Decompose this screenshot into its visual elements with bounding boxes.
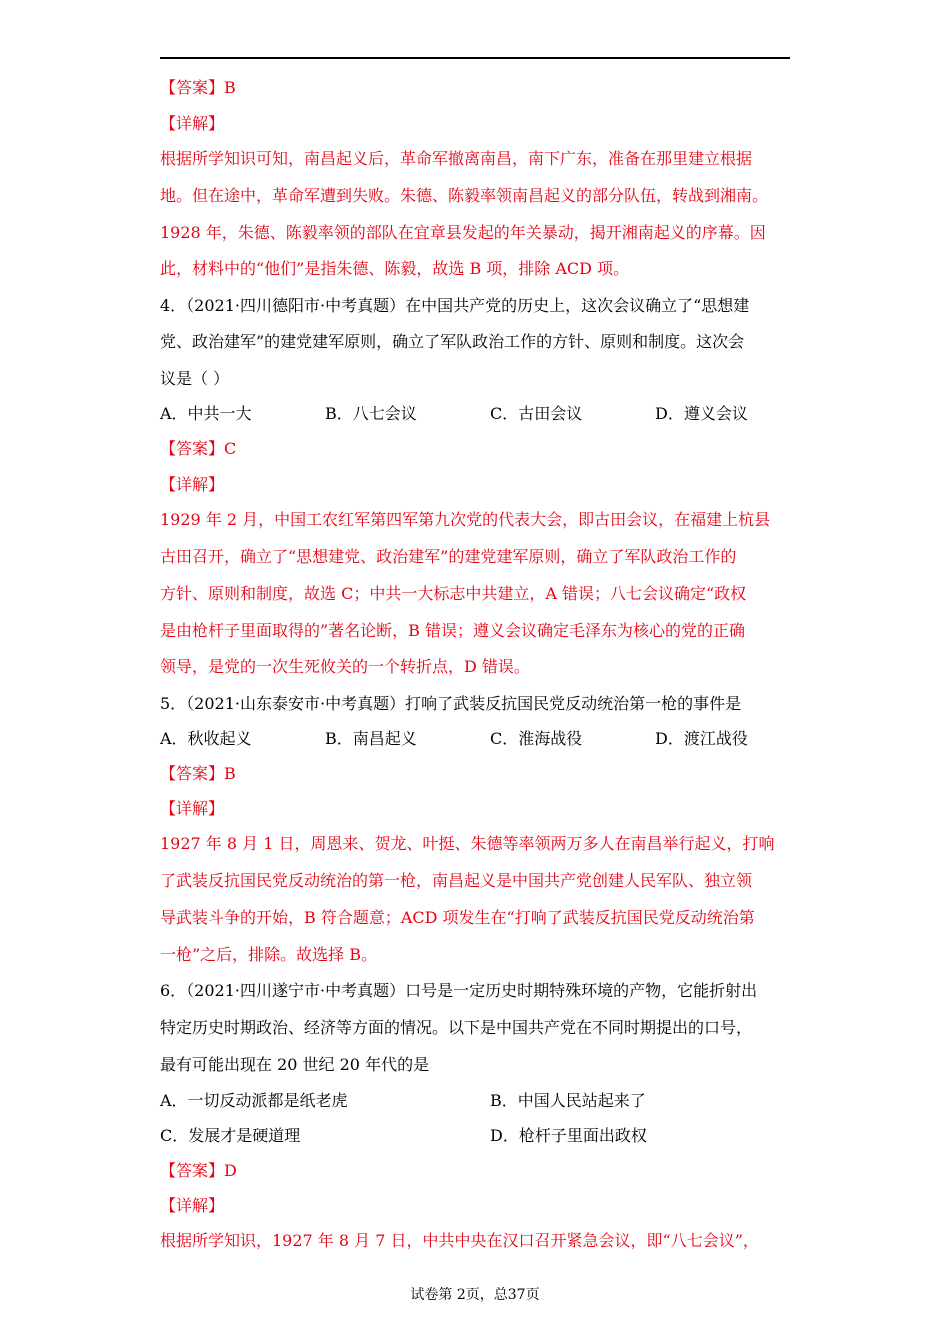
answer-tag: 【答案】	[160, 1161, 225, 1180]
answer-value: B	[224, 78, 236, 97]
q5-option-a: A．秋收起义	[160, 729, 252, 748]
answer-tag: 【答案】	[160, 439, 225, 458]
detail-tag: 【详解】	[160, 799, 225, 818]
answer-line	[160, 764, 800, 784]
question-4-text: 议是（ ）	[160, 369, 230, 388]
q6-option-c: C．发展才是硬道理	[160, 1126, 301, 1145]
detail-text: 此，材料中的“他们”是指朱德、陈毅，故选 B 项，排除 ACD 项。	[160, 259, 630, 278]
q5-option-c: C．淮海战役	[490, 729, 583, 748]
answer-line	[160, 78, 800, 98]
detail-text: 了武装反抗国民党反动统治的第一枪，南昌起义是中国共产党创建人民军队、独立领	[160, 871, 753, 890]
question-4-text: 党、政治建军”的建党建军原则，确立了军队政治工作的方针、原则和制度。这次会	[160, 332, 745, 351]
detail-text: 一枪”之后，排除。故选择 B。	[160, 945, 378, 964]
q6-option-d: D．枪杆子里面出政权	[490, 1126, 647, 1145]
detail-text: 地。但在途中，革命军遭到失败。朱德、陈毅率领南昌起义的部分队伍，转战到湘南。	[160, 186, 769, 205]
q4-option-b: B．八七会议	[325, 404, 417, 423]
detail-tag: 【详解】	[160, 475, 225, 494]
detail-text: 1927 年 8 月 1 日，周恩来、贺龙、叶挺、朱德等率领两万多人在南昌举行起义，打响	[160, 834, 775, 853]
page-footer: 试卷第 2页，总37页	[410, 1287, 540, 1303]
answer-value: B	[224, 764, 236, 783]
detail-text: 方针、原则和制度，故选 C；中共一大标志中共建立，A 错误；八七会议确定“政权	[160, 584, 747, 603]
question-4-text: 4．（2021·四川德阳市·中考真题）在中国共产党的历史上，这次会议确立了“思想建	[160, 296, 750, 315]
detail-text: 根据所学知识可知，南昌起义后，革命军撤离南昌，南下广东，准备在那里建立根据	[160, 149, 753, 168]
answer-value: C	[224, 439, 237, 458]
q6-option-a: A．一切反动派都是纸老虎	[160, 1091, 348, 1110]
answer-line	[160, 439, 800, 459]
q5-option-d: D．渡江战役	[655, 729, 748, 748]
detail-text: 根据所学知识，1927 年 8 月 7 日，中共中央在汉口召开紧急会议，即“八七会议”，	[160, 1231, 759, 1250]
detail-text: 1928 年，朱德、陈毅率领的部队在宜章县发起的年关暴动，揭开湘南起义的序幕。因	[160, 223, 766, 242]
question-5-text: 5．（2021·山东泰安市·中考真题）打响了武装反抗国民党反动统治第一枪的事件是	[160, 694, 742, 713]
question-6-text: 6．（2021·四川遂宁市·中考真题）口号是一定历史时期特殊环境的产物，它能折射出	[160, 981, 758, 1000]
q4-option-d: D．遵义会议	[655, 404, 748, 423]
question-6-text: 特定历史时期政治、经济等方面的情况。以下是中国共产党在不同时期提出的口号，	[160, 1018, 753, 1037]
detail-tag: 【详解】	[160, 1196, 225, 1215]
detail-tag: 【详解】	[160, 114, 225, 133]
question-6-text: 最有可能出现在 20 世纪 20 年代的是	[160, 1055, 430, 1074]
answer-tag: 【答案】	[160, 78, 225, 97]
detail-text: 是由枪杆子里面取得的”著名论断，B 错误；遵义会议确定毛泽东为核心的党的正确	[160, 621, 746, 640]
q5-option-b: B．南昌起义	[325, 729, 417, 748]
q4-option-c: C．古田会议	[490, 404, 583, 423]
detail-text: 领导，是党的一次生死攸关的一个转折点，D 错误。	[160, 657, 530, 676]
q4-option-a: A．中共一大	[160, 404, 252, 423]
header-rule	[160, 57, 790, 59]
detail-text: 导武装斗争的开始，B 符合题意；ACD 项发生在“打响了武装反抗国民党反动统治第	[160, 908, 755, 927]
detail-text: 1929 年 2 月，中国工农红军第四军第九次党的代表大会，即古田会议，在福建上杭县	[160, 510, 771, 529]
q6-option-b: B．中国人民站起来了	[490, 1091, 646, 1110]
answer-tag: 【答案】	[160, 764, 225, 783]
answer-line	[160, 1161, 800, 1181]
answer-value: D	[224, 1161, 237, 1180]
detail-text: 古田召开，确立了“思想建党、政治建军”的建党建军原则，确立了军队政治工作的	[160, 547, 737, 566]
